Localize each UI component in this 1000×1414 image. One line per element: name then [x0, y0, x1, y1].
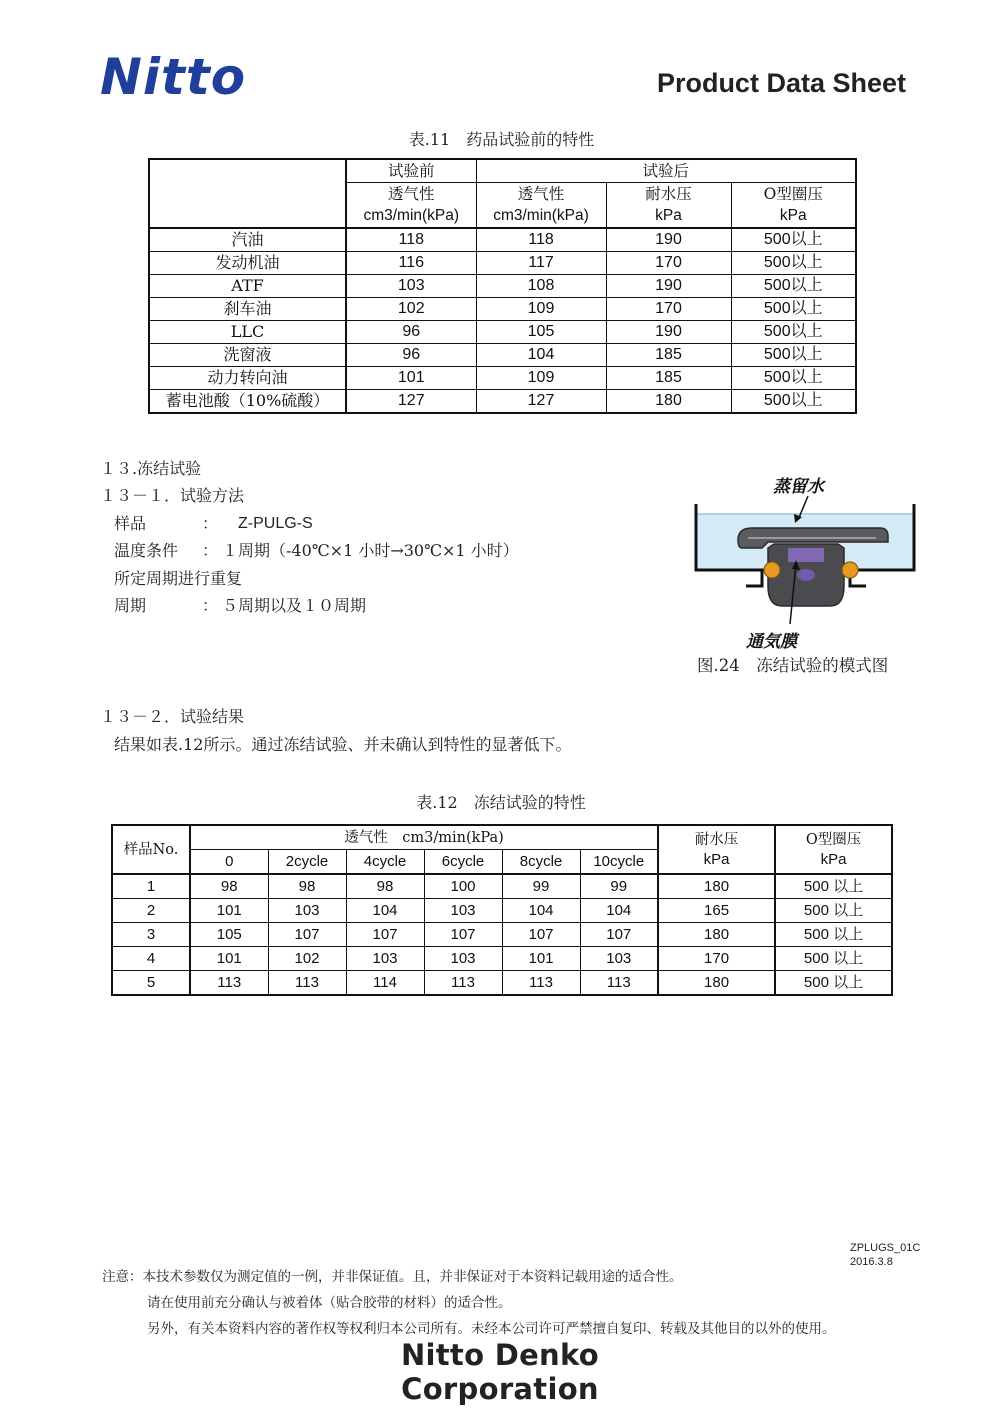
- subsection-heading: １３－１．试验方法: [100, 486, 245, 505]
- page-title: Product Data Sheet: [656, 68, 906, 98]
- temp-colon: ：: [202, 541, 219, 560]
- table11-cell: 500以上: [731, 298, 856, 321]
- table11-cell: 109: [476, 367, 606, 390]
- table12-cell: 113: [268, 971, 346, 996]
- table11-cell: 105: [476, 321, 606, 344]
- note-line-2: 请在使用前充分确认与被着体（贴合胶带的材料）的适合性。: [147, 1295, 512, 1311]
- doc-code: ZPLUGS_01C: [850, 1242, 921, 1254]
- table12-cycle-header: 10cycle: [580, 850, 658, 875]
- table12-cell: 99: [580, 874, 658, 899]
- table11-cell: 101: [346, 367, 476, 390]
- table12-sample-header: 样品No.: [112, 825, 190, 874]
- table12-row: [112, 947, 892, 971]
- table12-cell: 113: [502, 971, 580, 996]
- table12-water-header: [658, 825, 775, 874]
- table11-row: [149, 390, 856, 414]
- table12-cell: 113: [580, 971, 658, 996]
- table12-sample-no: 1: [112, 874, 190, 899]
- table12-sample-no: 3: [112, 923, 190, 947]
- label-vent-membrane: 通気膜: [746, 632, 797, 652]
- table12-cell: 101: [190, 899, 268, 923]
- table12-cell: 113: [190, 971, 268, 996]
- table12-cell: 107: [268, 923, 346, 947]
- table12-row: [112, 899, 892, 923]
- table11-row-label: 蓄电池酸（10%硫酸）: [149, 390, 346, 414]
- table11-caption: 表.11 药品试验前的特性: [408, 130, 595, 149]
- table12-cell: 180: [658, 874, 775, 899]
- table11-row-label: 动力转向油: [149, 367, 346, 390]
- table11-col-unit: cm3/min(kPa): [476, 205, 606, 228]
- table11-row-label: ATF: [149, 275, 346, 298]
- table12-cell: 101: [502, 947, 580, 971]
- table12-water-title: 耐水压: [694, 831, 739, 848]
- table11-cell: 500以上: [731, 390, 856, 414]
- table11-cell: 109: [476, 298, 606, 321]
- table11-cell: 118: [346, 228, 476, 252]
- table12-cell: 98: [190, 874, 268, 899]
- table12-cell: 104: [502, 899, 580, 923]
- table11-cell: 185: [606, 344, 731, 367]
- table12-cell: 105: [190, 923, 268, 947]
- table12-cell: 113: [424, 971, 502, 996]
- o-ring-right: [842, 562, 858, 578]
- table11-cell: 500以上: [731, 252, 856, 275]
- table12: [111, 824, 893, 996]
- table11-row: [149, 367, 856, 390]
- company-name: Nitto Denko Corporation: [400, 1338, 600, 1406]
- figure24-caption: 图.24 冻结试验的模式图: [697, 656, 889, 675]
- table11-cell: 116: [346, 252, 476, 275]
- period-colon: ：: [202, 596, 219, 615]
- table11-cell: 180: [606, 390, 731, 414]
- table12-cell: 107: [424, 923, 502, 947]
- table11-cell: 118: [476, 228, 606, 252]
- table12-row: [112, 971, 892, 996]
- label-distilled-water: 蒸留水: [773, 477, 824, 497]
- table12-cycle-header: 6cycle: [424, 850, 502, 875]
- table11-row: [149, 275, 856, 298]
- table11-corner-cell: [149, 159, 346, 228]
- period-value: ５周期以及１０周期: [222, 596, 367, 615]
- table11-group-before: 试验前: [346, 159, 476, 183]
- table11-cell: 104: [476, 344, 606, 367]
- table12-cell: 103: [424, 947, 502, 971]
- table11-cell: 102: [346, 298, 476, 321]
- freeze-test-diagram: [690, 490, 920, 630]
- sample-value: Z-PULG-S: [238, 515, 313, 532]
- result-text: 结果如表.12所示。通过冻结试验、并未确认到特性的显著低下。: [114, 735, 572, 754]
- table11-col-unit: kPa: [731, 205, 856, 228]
- table11-cell: 170: [606, 252, 731, 275]
- table11-col-unit: kPa: [606, 205, 731, 228]
- table12-cell: 100: [424, 874, 502, 899]
- table11-cell: 170: [606, 298, 731, 321]
- table12-cell: 500 以上: [775, 947, 892, 971]
- table12-sample-no: 5: [112, 971, 190, 996]
- o-ring-left: [764, 562, 780, 578]
- table11-row-label: 发动机油: [149, 252, 346, 275]
- table12-cell: 107: [580, 923, 658, 947]
- table11-cell: 96: [346, 344, 476, 367]
- table11-cell: 190: [606, 275, 731, 298]
- table11-cell: 500以上: [731, 228, 856, 252]
- table11-cell: 127: [476, 390, 606, 414]
- note-line-1: 注意：本技术参数仅为测定值的一例，并非保证值。且，并非保证对于本资料记载用途的适合性。: [102, 1269, 683, 1285]
- section-heading: １３.冻结试验: [100, 459, 202, 478]
- table11-cell: 190: [606, 228, 731, 252]
- table12-cell: 102: [268, 947, 346, 971]
- table11-row: [149, 344, 856, 367]
- table12-cell: 180: [658, 971, 775, 996]
- sample-colon: ：: [202, 514, 219, 533]
- period-label: 周期: [114, 596, 147, 615]
- sample-label: 样品: [114, 514, 147, 533]
- table12-cell: 500 以上: [775, 923, 892, 947]
- table11-col-header: 耐水压: [606, 183, 731, 206]
- nitto-logo: Nitto: [100, 48, 247, 106]
- table12-oring-unit: kPa: [820, 850, 847, 868]
- table12-cell: 104: [346, 899, 424, 923]
- table11-group-after: 试验后: [476, 159, 856, 183]
- table12-cycle-header: 2cycle: [268, 850, 346, 875]
- table11-cell: 185: [606, 367, 731, 390]
- vent-membrane-shape: [788, 548, 824, 562]
- table12-cell: 107: [502, 923, 580, 947]
- table12-cell: 101: [190, 947, 268, 971]
- table12-perm-header: 透气性 cm3/min(kPa): [190, 825, 658, 850]
- table12-cell: 165: [658, 899, 775, 923]
- table12-cycle-header: 4cycle: [346, 850, 424, 875]
- table12-cell: 107: [346, 923, 424, 947]
- table12-cell: 180: [658, 923, 775, 947]
- table12-cell: 114: [346, 971, 424, 996]
- table12-water-unit: kPa: [703, 850, 730, 868]
- table11-cell: 117: [476, 252, 606, 275]
- doc-date: 2016.3.8: [850, 1256, 893, 1268]
- table12-cell: 500 以上: [775, 971, 892, 996]
- table12-row: [112, 874, 892, 899]
- subsection-heading: １３－２．试验结果: [100, 707, 245, 726]
- table11-row-label: 刹车油: [149, 298, 346, 321]
- table12-caption: 表.12 冻结试验的特性: [416, 793, 586, 812]
- table11-col-header: 透气性: [476, 183, 606, 206]
- table11-row-label: 汽油: [149, 228, 346, 252]
- temp-value: １周期（-40℃×1 小时→30℃×1 小时）: [222, 541, 519, 560]
- repeat-text: 所定周期进行重复: [114, 569, 243, 588]
- table12-cell: 103: [580, 947, 658, 971]
- table11: [148, 158, 857, 414]
- table11-row: [149, 228, 856, 252]
- table12-cell: 98: [346, 874, 424, 899]
- table12-cycle-header: 0: [190, 850, 268, 875]
- table11-cell: 500以上: [731, 344, 856, 367]
- table11-cell: 96: [346, 321, 476, 344]
- note-line-3: 另外，有关本资料内容的著作权等权利归本公司所有。未经本公司许可严禁擅自复印、转载及其他目的以外的使用。: [147, 1321, 836, 1337]
- table11-row-label: 洗窗液: [149, 344, 346, 367]
- table11-row-label: LLC: [149, 321, 346, 344]
- table11-cell: 127: [346, 390, 476, 414]
- table12-cell: 170: [658, 947, 775, 971]
- table11-row: [149, 321, 856, 344]
- table11-cell: 190: [606, 321, 731, 344]
- table12-sample-no: 2: [112, 899, 190, 923]
- table12-cell: 104: [580, 899, 658, 923]
- table11-cell: 500以上: [731, 367, 856, 390]
- table11-col-header: 透气性: [346, 183, 476, 206]
- table11-cell: 103: [346, 275, 476, 298]
- table12-oring-title: O型圈压: [805, 831, 862, 848]
- table12-cell: 500 以上: [775, 874, 892, 899]
- table11-row: [149, 252, 856, 275]
- table11-cell: 500以上: [731, 275, 856, 298]
- table11-cell: 108: [476, 275, 606, 298]
- table12-cell: 103: [346, 947, 424, 971]
- table12-cell: 103: [424, 899, 502, 923]
- table12-cycle-header: 8cycle: [502, 850, 580, 875]
- table12-sample-no: 4: [112, 947, 190, 971]
- table11-cell: 500以上: [731, 321, 856, 344]
- table12-cell: 500 以上: [775, 899, 892, 923]
- table11-row: [149, 298, 856, 321]
- table11-col-unit: cm3/min(kPa): [346, 205, 476, 228]
- table12-oring-header: [775, 825, 892, 874]
- table12-cell: 103: [268, 899, 346, 923]
- table12-cell: 98: [268, 874, 346, 899]
- temp-label: 温度条件: [114, 541, 179, 560]
- table12-cell: 99: [502, 874, 580, 899]
- table12-row: [112, 923, 892, 947]
- table11-col-header: O型圈压: [731, 183, 856, 206]
